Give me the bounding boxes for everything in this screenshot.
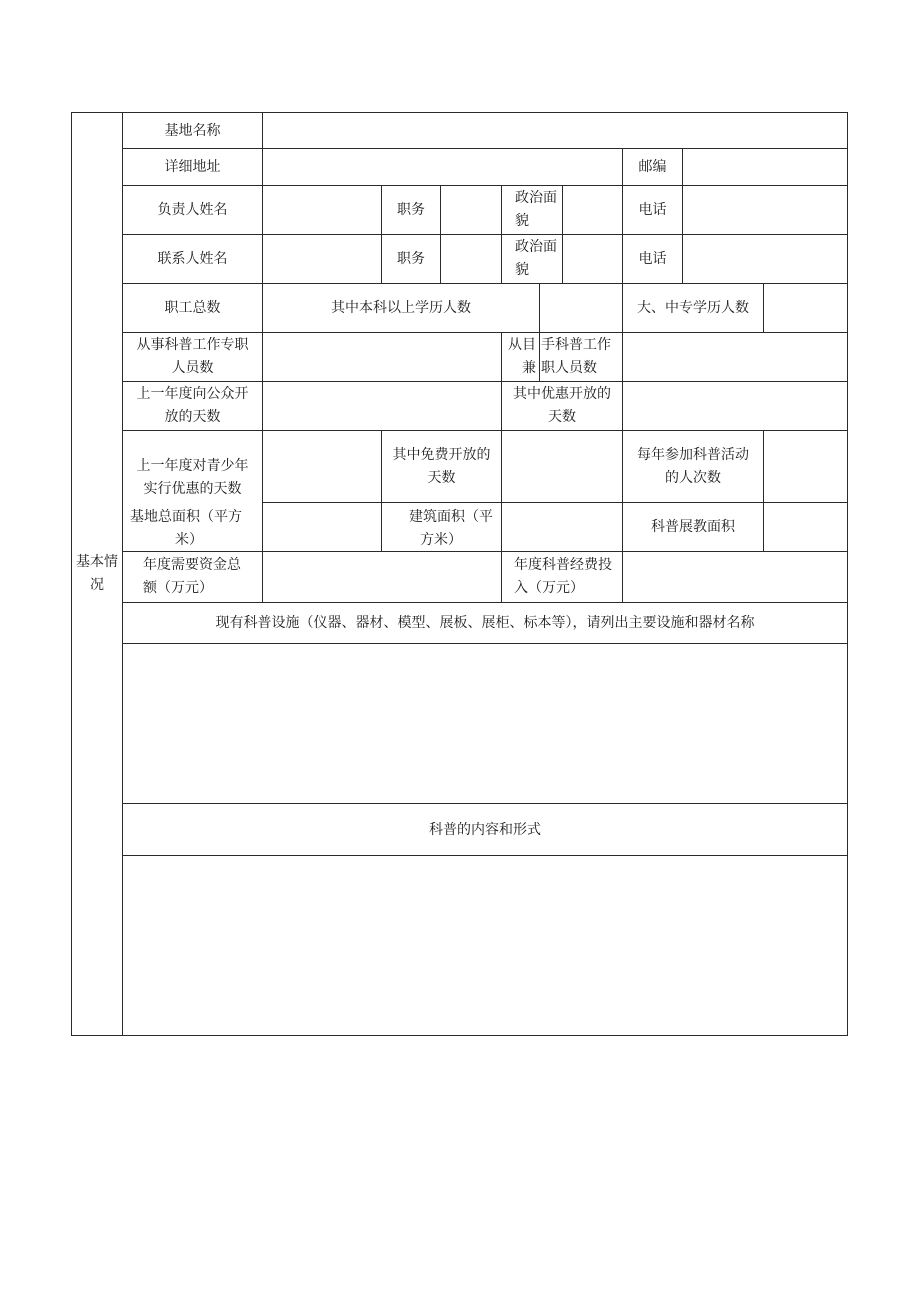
contact-name-label: 联系人姓名 bbox=[157, 251, 228, 267]
director-duty-field[interactable] bbox=[441, 186, 501, 234]
contact-political-field[interactable] bbox=[563, 235, 622, 283]
director-phone-field[interactable] bbox=[683, 186, 847, 234]
address-field[interactable] bbox=[263, 149, 622, 185]
contact-duty-field[interactable] bbox=[441, 235, 501, 283]
building-area-label: 建筑面积（平 方米） bbox=[409, 509, 493, 548]
fulltime-staff-field[interactable] bbox=[263, 333, 501, 381]
cell-divider bbox=[501, 551, 502, 602]
director-phone-label: 电话 bbox=[638, 202, 667, 218]
exhibit-area-field[interactable] bbox=[764, 503, 847, 551]
annual-participants-field[interactable] bbox=[764, 431, 847, 502]
director-duty-label: 职务 bbox=[397, 202, 425, 218]
staff-total-label: 职工总数 bbox=[164, 300, 221, 316]
free-open-days-label: 其中免费开放的 天数 bbox=[392, 447, 491, 486]
base-name-label: 基地名称 bbox=[164, 122, 221, 139]
parttime-staff-field[interactable] bbox=[623, 333, 847, 381]
fund-input-label: 年度科普经费投 入（万元） bbox=[514, 557, 612, 596]
contact-political-label: 政治面 貌 bbox=[515, 239, 557, 278]
youth-discount-days-label: 上一年度对青少年 实行优惠的天数 bbox=[136, 458, 249, 497]
bachelor-count-field[interactable] bbox=[540, 284, 622, 332]
parttime-staff-label-left: 从目 兼 bbox=[508, 337, 536, 376]
college-count-field[interactable] bbox=[764, 284, 847, 332]
discount-open-days-label: 其中优惠开放的 天数 bbox=[513, 386, 611, 425]
form-border-right bbox=[847, 112, 848, 1036]
content-form-heading: 科普的内容和形式 bbox=[429, 821, 541, 838]
postcode-field[interactable] bbox=[683, 149, 847, 185]
form-border-bottom bbox=[71, 1035, 848, 1036]
contact-phone-label: 电话 bbox=[638, 251, 667, 267]
annual-participants-label: 每年参加科普活动 的人次数 bbox=[637, 447, 749, 486]
fund-need-label: 年度需要资金总 额（万元） bbox=[143, 557, 241, 596]
discount-open-days-field[interactable] bbox=[623, 382, 847, 430]
contact-duty-label: 职务 bbox=[397, 251, 425, 267]
parttime-staff-label-right: 手科普工作 职人员数 bbox=[541, 337, 611, 376]
director-political-field[interactable] bbox=[563, 186, 622, 234]
row-line bbox=[123, 430, 848, 431]
bachelor-count-label: 其中本科以上学历人数 bbox=[331, 300, 471, 316]
facilities-textarea[interactable] bbox=[123, 644, 847, 803]
fund-input-field[interactable] bbox=[623, 552, 847, 602]
exhibit-area-label: 科普展教面积 bbox=[651, 519, 735, 535]
section-label-basic-info: 基本情 况 bbox=[76, 554, 118, 593]
cell-divider bbox=[501, 185, 502, 283]
free-open-days-field[interactable] bbox=[502, 431, 622, 502]
postcode-label: 邮编 bbox=[638, 159, 667, 175]
total-area-field[interactable] bbox=[263, 503, 381, 551]
total-area-label: 基地总面积（平方 米） bbox=[130, 509, 242, 548]
address-label: 详细地址 bbox=[164, 159, 221, 175]
fund-need-field[interactable] bbox=[263, 552, 501, 602]
open-days-label: 上一年度向公众开 放的天数 bbox=[136, 386, 249, 425]
contact-phone-field[interactable] bbox=[683, 235, 847, 283]
director-name-field[interactable] bbox=[263, 186, 381, 234]
base-name-field[interactable] bbox=[263, 113, 847, 148]
facilities-heading: 现有科普设施（仪器、器材、模型、展板、展柜、标本等），请列出主要设施和器材名称 bbox=[215, 615, 755, 631]
contact-name-field[interactable] bbox=[263, 235, 381, 283]
open-days-field[interactable] bbox=[263, 382, 501, 430]
director-political-label: 政治面 貌 bbox=[515, 190, 557, 229]
content-form-textarea[interactable] bbox=[123, 856, 847, 1035]
youth-discount-days-field[interactable] bbox=[263, 431, 381, 502]
director-name-label: 负责人姓名 bbox=[157, 202, 228, 218]
fulltime-staff-label: 从事科普工作专职 人员数 bbox=[136, 337, 249, 376]
college-count-label: 大、中专学历人数 bbox=[637, 300, 749, 316]
building-area-field[interactable] bbox=[502, 503, 622, 551]
